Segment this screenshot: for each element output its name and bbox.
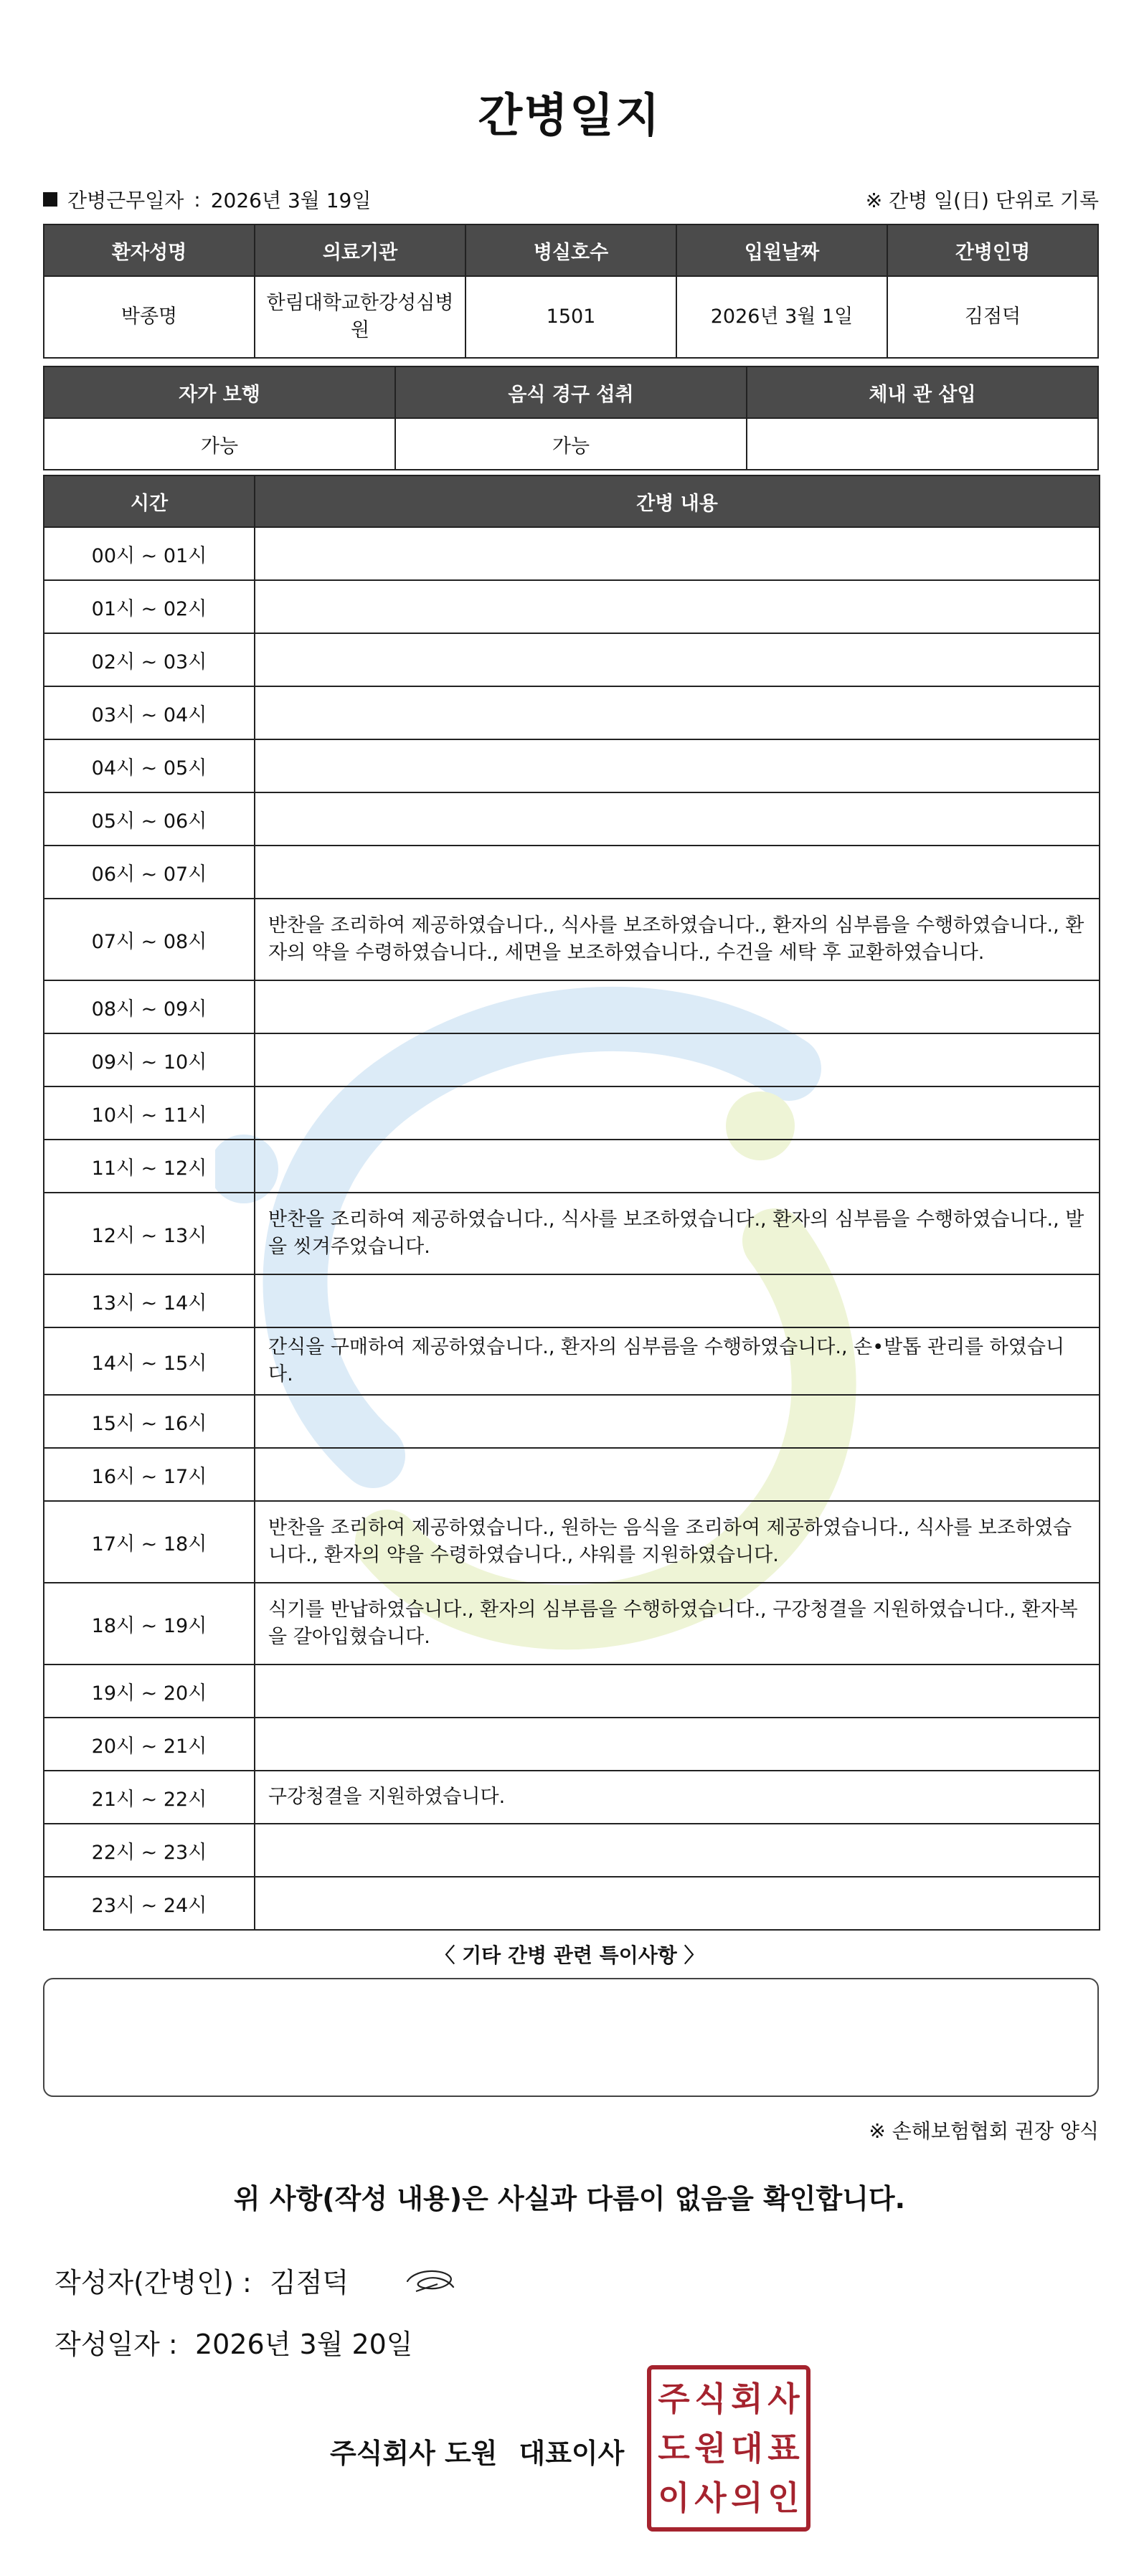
care-content: 반찬을 조리하여 제공하였습니다., 원하는 음식을 조리하여 제공하였습니다., 식사를 보조하였습니다., 환자의 약을 수령하였습니다., 샤워를 지원하였습니다. <box>255 1501 1100 1583</box>
table-row <box>44 739 1100 792</box>
care-content <box>255 1033 1100 1086</box>
care-content <box>255 792 1100 846</box>
company-signature-line <box>330 2431 624 2471</box>
representative-title: 대표이사 <box>519 2438 625 2469</box>
table-row <box>44 1583 1100 1665</box>
care-content <box>255 1274 1100 1327</box>
patient-name-value: 박종명 <box>44 276 255 358</box>
time-slot: 11시 ~ 12시 <box>44 1140 255 1193</box>
table-row <box>44 1274 1100 1327</box>
header-oral-intake: 음식 경구 섭취 <box>395 366 747 418</box>
table-row <box>44 1448 1100 1501</box>
table-row <box>44 1327 1100 1395</box>
care-content <box>255 1665 1100 1718</box>
table-row <box>44 846 1100 899</box>
table-row <box>44 899 1100 980</box>
hospital-value: 한림대학교한강성심병원 <box>255 276 465 358</box>
signature-mark <box>402 2263 459 2298</box>
table-row <box>44 1824 1100 1877</box>
seal-character: 대 <box>731 2428 763 2468</box>
time-slot: 23시 ~ 24시 <box>44 1877 255 1930</box>
confirmation-statement: 위 사항(작성 내용)은 사실과 다름이 없음을 확인합니다. <box>233 2183 906 2215</box>
seal-character: 도 <box>658 2428 690 2468</box>
work-date-separator: : <box>194 187 201 212</box>
time-slot: 10시 ~ 11시 <box>44 1086 255 1140</box>
care-content <box>255 1877 1100 1930</box>
care-content: 식기를 반납하였습니다., 환자의 심부름을 수행하였습니다., 구강청결을 지원하였습니다., 환자복을 갈아입혔습니다. <box>255 1583 1100 1665</box>
written-date-value: 2026년 3월 20일 <box>195 2329 413 2360</box>
time-slot: 16시 ~ 17시 <box>44 1448 255 1501</box>
writer-row <box>55 2260 349 2300</box>
care-content <box>255 633 1100 686</box>
table-row <box>44 1140 1100 1193</box>
work-date-value: 2026년 3월 19일 <box>210 189 372 212</box>
self-walking-value: 가능 <box>44 418 395 470</box>
patient-info-table <box>43 224 1099 359</box>
time-slot: 17시 ~ 18시 <box>44 1501 255 1583</box>
seal-character: 사 <box>694 2478 727 2518</box>
time-slot: 14시 ~ 15시 <box>44 1327 255 1395</box>
seal-character: 회 <box>731 2379 763 2418</box>
care-content <box>255 1824 1100 1877</box>
document-title: 간병일지 <box>478 90 661 143</box>
time-slot: 03시 ~ 04시 <box>44 686 255 739</box>
time-slot: 02시 ~ 03시 <box>44 633 255 686</box>
table-row <box>44 1771 1100 1824</box>
seal-character: 주 <box>658 2379 690 2418</box>
time-slot: 05시 ~ 06시 <box>44 792 255 846</box>
care-content <box>255 1718 1100 1771</box>
patient-status-table <box>43 366 1099 470</box>
time-slot: 19시 ~ 20시 <box>44 1665 255 1718</box>
time-slot: 21시 ~ 22시 <box>44 1771 255 1824</box>
caregiver-name-value: 김점덕 <box>887 276 1098 358</box>
table-row <box>44 1395 1100 1448</box>
time-slot: 00시 ~ 01시 <box>44 527 255 580</box>
header-hospital: 의료기관 <box>255 224 465 276</box>
header-tube-insertion: 체내 관 삽입 <box>747 366 1098 418</box>
header-admission-date: 입원날짜 <box>676 224 887 276</box>
table-row <box>44 792 1100 846</box>
seal-character: 의 <box>731 2478 763 2518</box>
care-content: 간식을 구매하여 제공하였습니다., 환자의 심부름을 수행하였습니다., 손•발톱 관리를 하였습니다. <box>255 1327 1100 1395</box>
tube-insertion-value <box>747 418 1098 470</box>
care-content <box>255 527 1100 580</box>
meta-row <box>43 185 1099 214</box>
work-date-label: 간병근무일자 <box>67 189 184 212</box>
room-value: 1501 <box>465 276 676 358</box>
admission-date-value: 2026년 3월 1일 <box>676 276 887 358</box>
square-bullet-icon <box>43 192 57 207</box>
care-content <box>255 1140 1100 1193</box>
unit-note: ※ 간병 일(日) 단위로 기록 <box>865 189 1099 212</box>
table-row <box>44 686 1100 739</box>
care-content <box>255 1395 1100 1448</box>
work-date-group <box>43 185 371 214</box>
table-row <box>44 980 1100 1033</box>
care-content: 반찬을 조리하여 제공하였습니다., 식사를 보조하였습니다., 환자의 심부름을 수행하였습니다., 발을 씻겨주었습니다. <box>255 1193 1100 1274</box>
table-row <box>44 1665 1100 1718</box>
table-row <box>44 527 1100 580</box>
time-slot: 18시 ~ 19시 <box>44 1583 255 1665</box>
time-slot: 22시 ~ 23시 <box>44 1824 255 1877</box>
time-slot: 13시 ~ 14시 <box>44 1274 255 1327</box>
time-slot: 07시 ~ 08시 <box>44 899 255 980</box>
care-content <box>255 980 1100 1033</box>
notes-title: 〈 기타 간병 관련 특이사항 〉 <box>435 1943 704 1967</box>
header-room: 병실호수 <box>465 224 676 276</box>
care-content <box>255 686 1100 739</box>
table-row <box>44 633 1100 686</box>
company-name: 주식회사 도원 <box>330 2438 498 2469</box>
time-slot: 06시 ~ 07시 <box>44 846 255 899</box>
seal-character: 원 <box>694 2428 727 2468</box>
care-content <box>255 580 1100 633</box>
time-slot: 12시 ~ 13시 <box>44 1193 255 1274</box>
care-content <box>255 739 1100 792</box>
seal-character: 이 <box>658 2478 690 2518</box>
time-slot: 09시 ~ 10시 <box>44 1033 255 1086</box>
company-seal-stamp <box>647 2365 810 2532</box>
care-content <box>255 846 1100 899</box>
care-content <box>255 1448 1100 1501</box>
time-slot: 15시 ~ 16시 <box>44 1395 255 1448</box>
care-log-body <box>44 527 1100 1930</box>
table-row <box>44 1193 1100 1274</box>
notes-box <box>43 1978 1099 2097</box>
header-caregiver-name: 간병인명 <box>887 224 1098 276</box>
header-care-content: 간병 내용 <box>255 475 1100 527</box>
time-slot: 04시 ~ 05시 <box>44 739 255 792</box>
care-content: 구강청결을 지원하였습니다. <box>255 1771 1100 1824</box>
written-date-label: 작성일자 : <box>55 2329 178 2360</box>
table-row <box>44 1033 1100 1086</box>
source-note: ※ 손해보험협회 권장 양식 <box>869 2119 1099 2143</box>
time-slot: 08시 ~ 09시 <box>44 980 255 1033</box>
header-patient-name: 환자성명 <box>44 224 255 276</box>
seal-character: 사 <box>767 2379 800 2418</box>
oral-intake-value: 가능 <box>395 418 747 470</box>
table-row <box>44 1086 1100 1140</box>
care-log-table <box>43 475 1100 1931</box>
care-content <box>255 1086 1100 1140</box>
header-time: 시간 <box>44 475 255 527</box>
table-row <box>44 1718 1100 1771</box>
writer-name: 김점덕 <box>270 2267 349 2298</box>
table-row <box>44 1877 1100 1930</box>
seal-character: 식 <box>694 2379 727 2418</box>
table-row <box>44 580 1100 633</box>
writer-label: 작성자(간병인) : <box>55 2267 252 2298</box>
seal-character: 표 <box>767 2428 800 2468</box>
care-content: 반찬을 조리하여 제공하였습니다., 식사를 보조하였습니다., 환자의 심부름을 수행하였습니다., 환자의 약을 수령하였습니다., 세면을 보조하였습니다., 수건을 세탁 후 교환하였습니다. <box>255 899 1100 980</box>
written-date-row <box>55 2322 413 2362</box>
table-row <box>44 1501 1100 1583</box>
time-slot: 01시 ~ 02시 <box>44 580 255 633</box>
header-self-walking: 자가 보행 <box>44 366 395 418</box>
seal-character: 인 <box>767 2478 800 2518</box>
time-slot: 20시 ~ 21시 <box>44 1718 255 1771</box>
